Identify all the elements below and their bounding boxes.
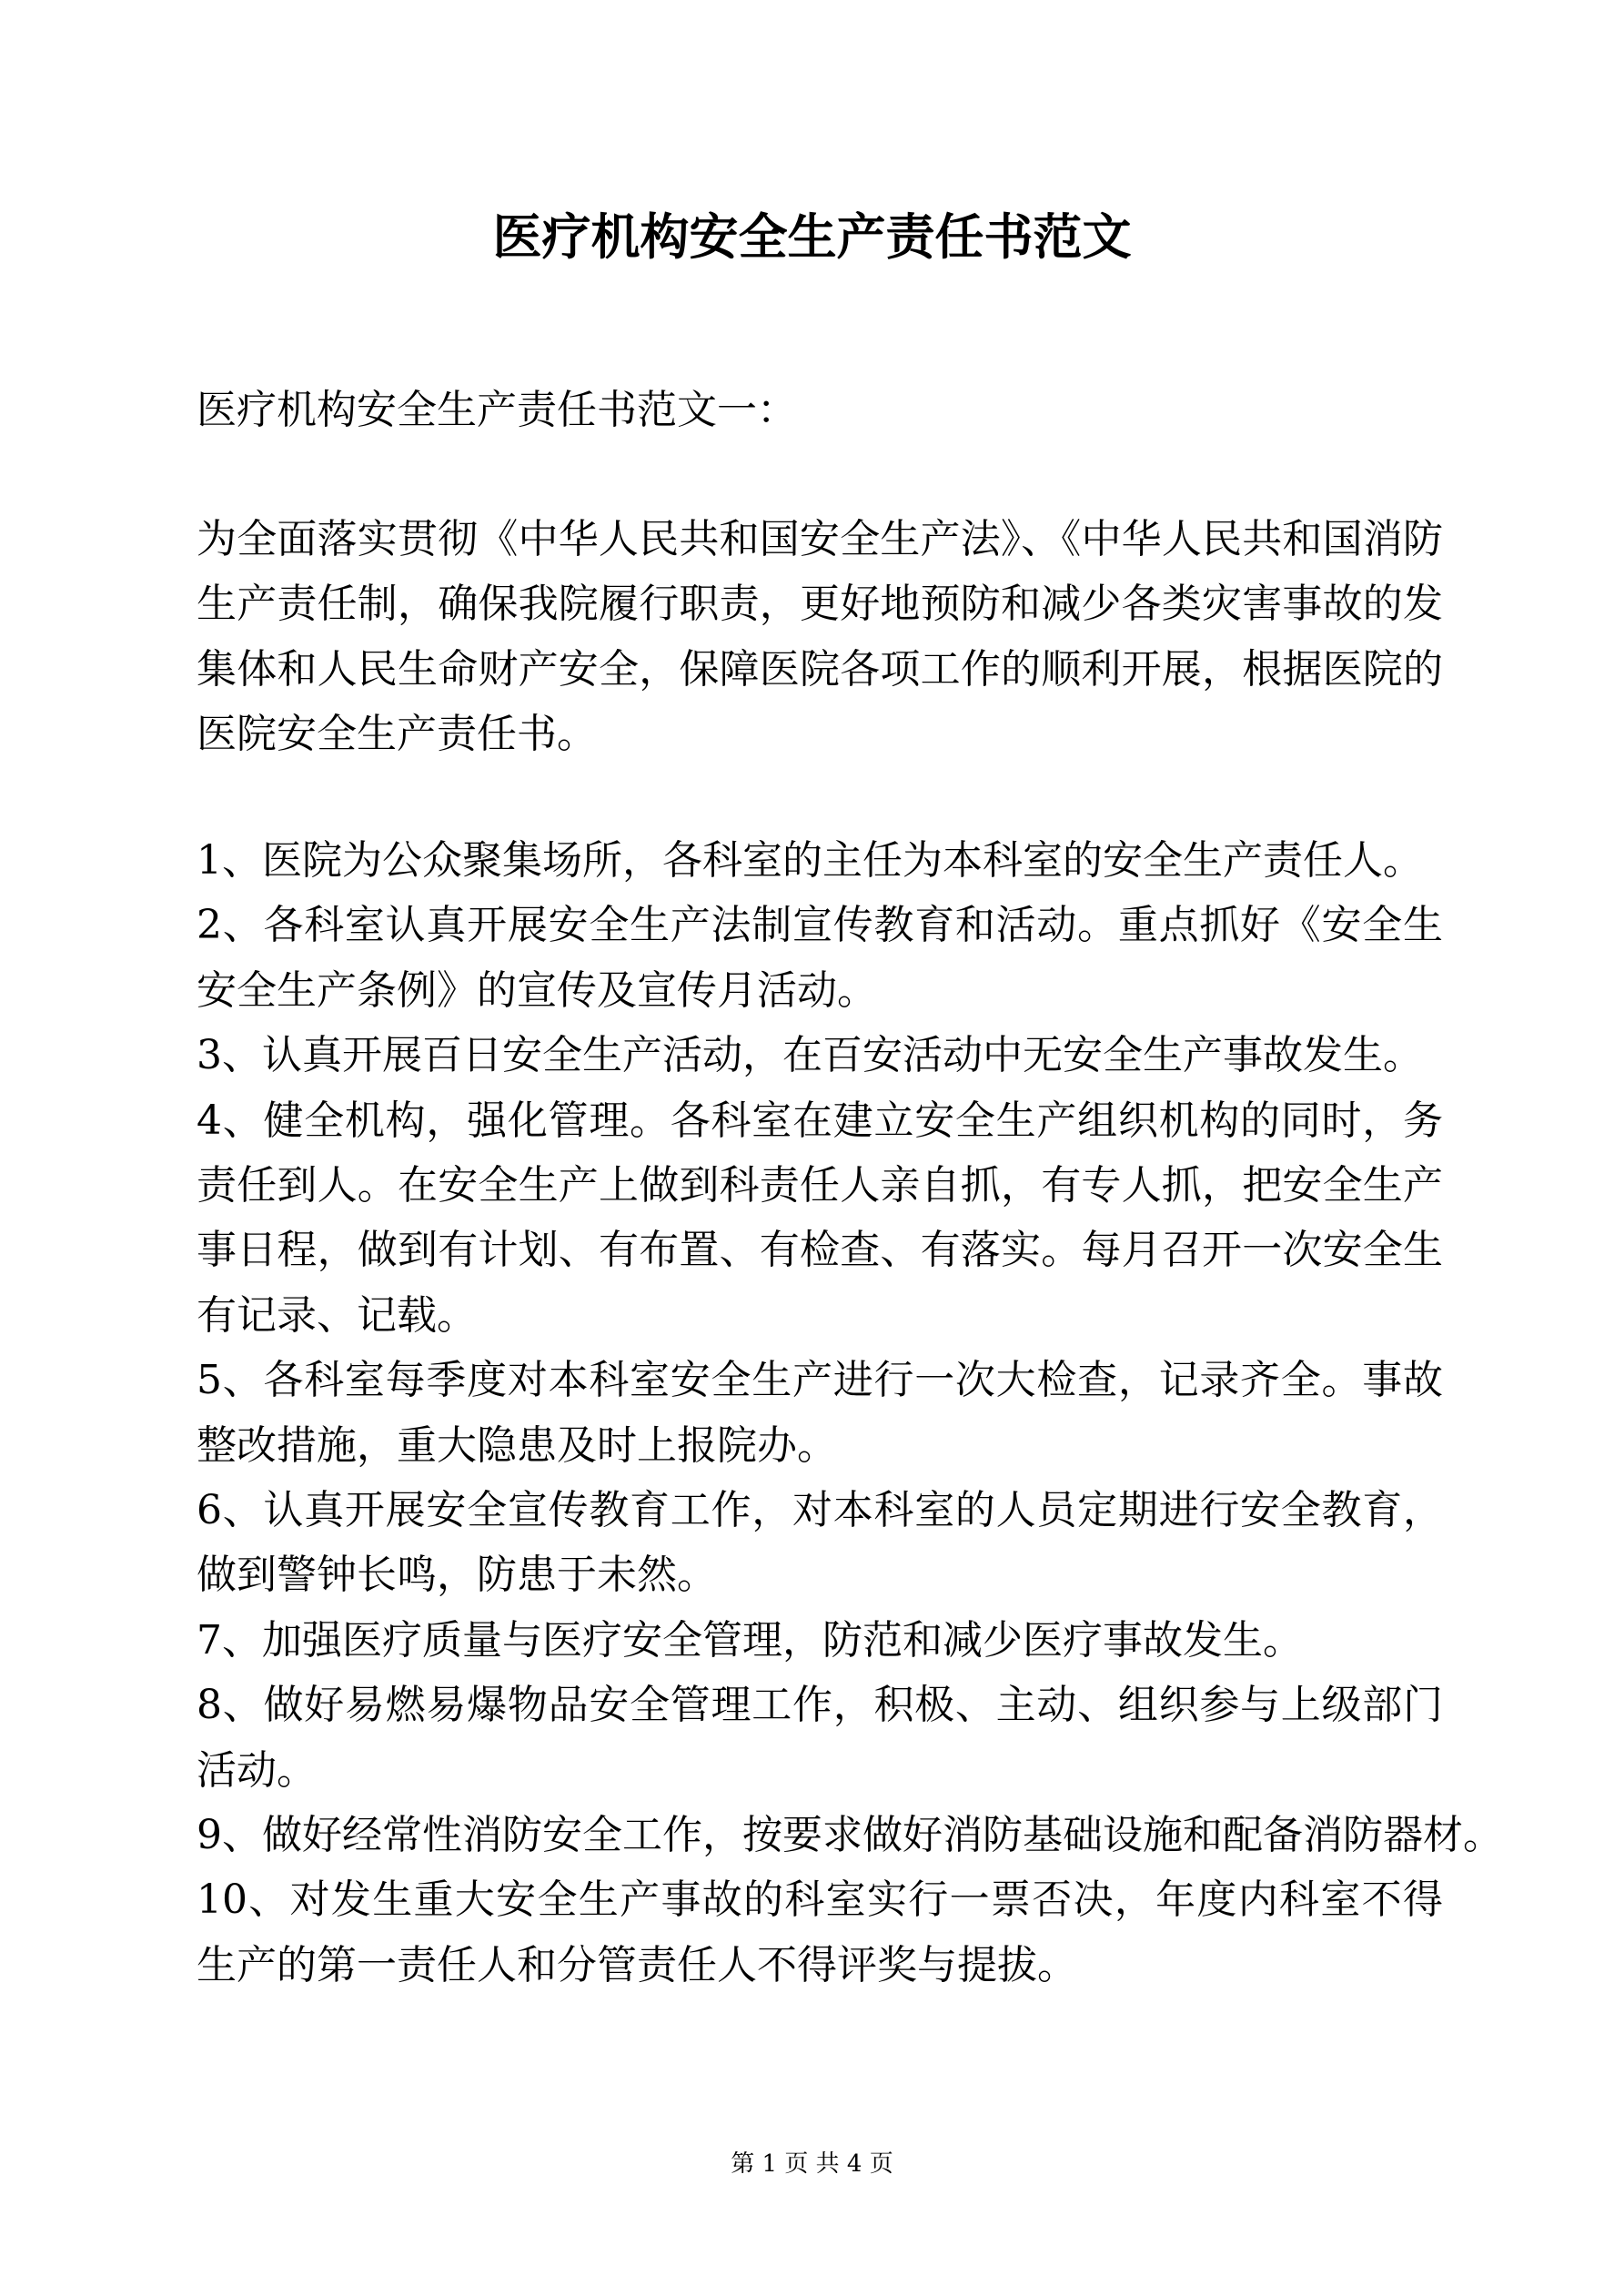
- clause-line: 5、各科室每季度对本科室安全生产进行一次大检查，记录齐全。事故: [197, 1357, 1443, 1403]
- clause-line: 有记录、记载。: [197, 1292, 477, 1339]
- clause-line: 10、对发生重大安全生产事故的科室实行一票否决，年度内科室不得: [197, 1876, 1443, 1923]
- clause-line: 整改措施，重大隐患及时上报院办。: [197, 1422, 837, 1469]
- clause-line: 事日程，做到有计划、有布置、有检查、有落实。每月召开一次安全生: [197, 1227, 1443, 1273]
- intro-paragraph-line: 集体和人民生命财产安全，保障医院各项工作的顺利开展，根据医院的: [197, 646, 1443, 693]
- intro-paragraph-line: 为全面落实贯彻《中华人民共和国安全生产法》、《中华人民共和国消防: [197, 516, 1443, 562]
- clause-line: 6、认真开展安全宣传教育工作，对本科室的人员定期进行安全教育，: [197, 1487, 1443, 1533]
- clause-line: 7、加强医疗质量与医疗安全管理，防范和减少医疗事故发生。: [197, 1617, 1303, 1664]
- clause-line: 8、做好易燃易爆物品安全管理工作，积极、主动、组织参与上级部门: [197, 1682, 1443, 1728]
- document-title: 医疗机构安全生产责任书范文: [492, 207, 1132, 266]
- clause-line: 1、医院为公众聚集场所，各科室的主任为本科室的安全生产责任人。: [197, 837, 1423, 884]
- intro-paragraph-line: 生产责任制，确保我院履行职责，更好地预防和减少各类灾害事故的发: [197, 581, 1443, 627]
- clause-line: 活动。: [197, 1747, 317, 1794]
- clause-line: 4、健全机构，强化管理。各科室在建立安全生产组织机构的同时，务: [197, 1097, 1443, 1144]
- page-footer: 第 1 页 共 4 页: [731, 2150, 893, 2178]
- section-heading: 医疗机构安全生产责任书范文一：: [197, 387, 797, 433]
- clause-line: 做到警钟长鸣，防患于未然。: [197, 1552, 717, 1598]
- clause-line: 3、认真开展百日安全生产活动，在百安活动中无安全生产事故发生。: [197, 1032, 1423, 1078]
- clause-line: 9、做好经常性消防安全工作，按要求做好消防基础设施和配备消防器材。: [197, 1812, 1503, 1858]
- clause-line: 责任到人。在安全生产上做到科责任人亲自抓，有专人抓，把安全生产: [197, 1162, 1443, 1209]
- clause-line: 安全生产条例》的宣传及宣传月活动。: [197, 967, 877, 1014]
- intro-paragraph-line: 医院安全生产责任书。: [197, 711, 597, 757]
- clause-line: 2、各科室认真开展安全生产法制宣传教育和活动。重点抓好《安全生: [197, 902, 1443, 948]
- clause-line: 生产的第一责任人和分管责任人不得评奖与提拔。: [197, 1942, 1077, 1988]
